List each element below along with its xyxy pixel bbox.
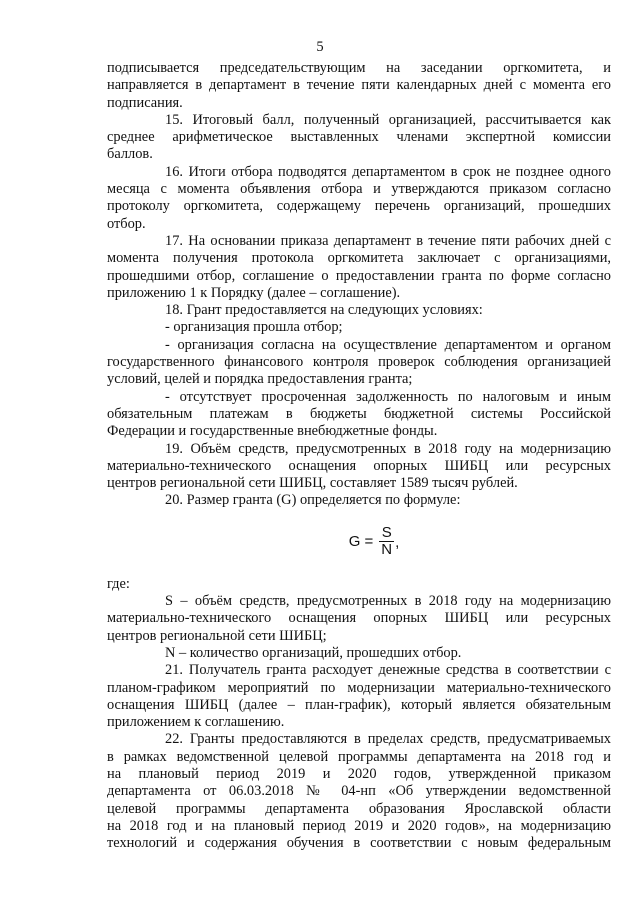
text-line: баллов. xyxy=(107,146,153,163)
text-line: месяца с момента объявления отбора и утверждаются приказом согласно xyxy=(107,181,611,198)
text-line: момента получения протокола оргкомитета заключает с организациями, xyxy=(107,250,611,267)
text-line: направляется в департамент в течение пяти календарных дней с момента его xyxy=(107,77,611,94)
text-line: Федерации и государственные внебюджетные фонды. xyxy=(107,423,438,440)
text-line: оснащения ШИБЦ (далее – план-график), который является обязательным xyxy=(107,696,611,713)
formula-denominator: N xyxy=(381,541,393,559)
text-line: на плановый период 2019 и 2020 годов, утвержденной приказом xyxy=(107,765,611,782)
text-line: на 2018 год и на плановый период 2019 и 2020 годов», на модернизацию xyxy=(107,817,611,834)
text-line: 17. На основании приказа департамент в течение пяти рабочих дней с xyxy=(165,232,611,249)
text-line: подписывается председательствующим на заседании оргкомитета, и xyxy=(107,60,611,76)
text-line: 18. Грант предоставляется на следующих условиях: xyxy=(165,302,483,319)
text-line: технологий и содержания обучения в соответствии с новым федеральным xyxy=(107,835,611,852)
text-line: планом-графиком мероприятий по модернизации материально-технического xyxy=(107,679,611,696)
text-line: 21. Получатель гранта расходует денежные средства в соответствии с xyxy=(165,662,611,679)
formula-numerator: S xyxy=(381,524,392,542)
text-line: - организация согласна на осуществление департаментом и органом xyxy=(165,336,611,353)
text-line: S – объём средств, предусмотренных в 2018 году на модернизацию xyxy=(165,593,611,610)
text-line: протоколу оргкомитета, содержащему перечень организаций, прошедших xyxy=(107,198,611,215)
text-line: приложением к соглашению. xyxy=(107,714,285,731)
text-line: N – количество организаций, прошедших отбор. xyxy=(165,644,462,661)
text-line: условий, целей и порядка предоставления гранта; xyxy=(107,371,413,388)
grant-formula xyxy=(107,512,611,572)
text-line: подписания. xyxy=(107,94,183,111)
formula-lhs: G = xyxy=(348,533,374,551)
text-line: в рамках ведомственной целевой программы департамента на 2018 год и xyxy=(107,748,611,765)
text-line: среднее арифметическое выставленных членами экспертной комиссии xyxy=(107,129,611,146)
text-line: 20. Размер гранта (G) определяется по формуле: xyxy=(165,492,461,509)
text-line: - отсутствует просроченная задолженность по налоговым и иным xyxy=(165,388,611,405)
text-line: прошедшими отбор, соглашение о предоставлении гранта по форме согласно xyxy=(107,267,611,284)
text-line: материально-технического оснащения опорных ШИБЦ или ресурсных xyxy=(107,457,611,474)
text-line: государственного финансового контроля проверок соблюдения организацией xyxy=(107,354,611,371)
text-block-upper xyxy=(107,60,611,510)
text-line: где: xyxy=(107,575,130,592)
text-block-lower xyxy=(107,576,611,853)
text-line: центров региональной сети ШИБЦ, составляет 1589 тысяч рублей. xyxy=(107,475,518,492)
text-line: целевой программы департамента образования Ярославской области xyxy=(107,800,611,817)
text-line: - организация прошла отбор; xyxy=(165,319,343,336)
text-line: материально-технического оснащения опорных ШИБЦ или ресурсных xyxy=(107,610,611,627)
formula-fraction xyxy=(379,525,394,558)
text-line: центров региональной сети ШИБЦ; xyxy=(107,627,327,644)
text-line: 19. Объём средств, предусмотренных в 2018 году на модернизацию xyxy=(165,440,611,457)
text-line: 15. Итоговый балл, полученный организацией, рассчитывается как xyxy=(165,111,611,128)
text-line: приложению 1 к Порядку (далее – соглашение). xyxy=(107,284,401,301)
text-line: 22. Гранты предоставляются в пределах средств, предусматриваемых xyxy=(165,731,611,748)
text-line: обязательным платежам в бюджеты бюджетной системы Российской xyxy=(107,405,611,422)
document-body xyxy=(107,60,611,852)
page-number: 5 xyxy=(316,39,324,55)
text-line: 16. Итоги отбора подводятся департаментом в срок не позднее одного xyxy=(165,163,611,180)
text-line: отбор. xyxy=(107,215,146,232)
text-line: департамента от 06.03.2018 № 04-нп «Об утверждении ведомственной xyxy=(107,783,611,800)
formula-comma: , xyxy=(395,534,400,552)
